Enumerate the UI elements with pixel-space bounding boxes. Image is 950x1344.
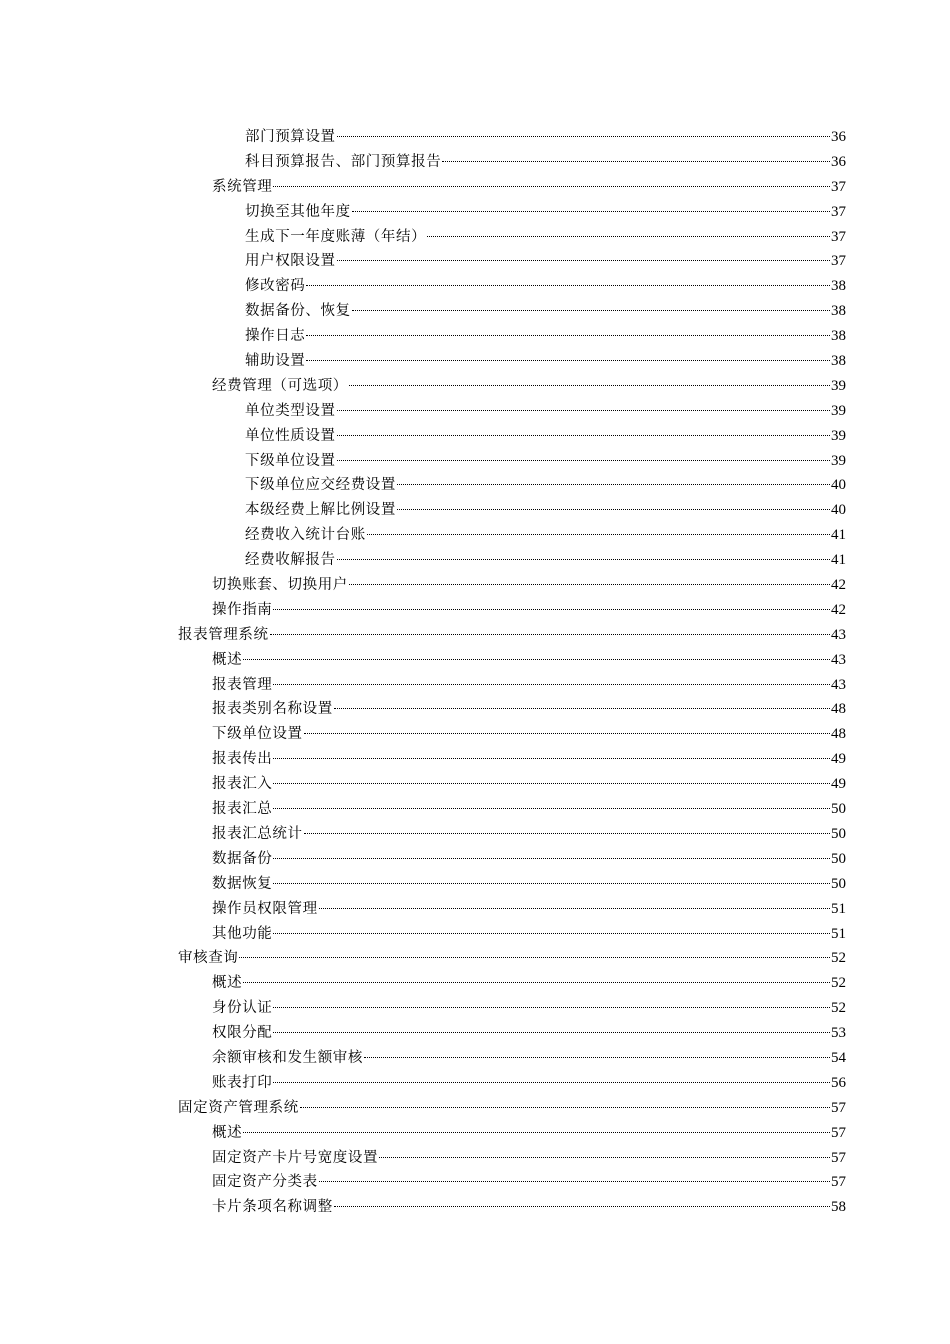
toc-entry-title: 数据恢复 <box>212 875 273 892</box>
toc-entry-page-number: 37 <box>831 203 846 220</box>
toc-entry[interactable] <box>0 747 950 772</box>
toc-entry-page-number: 40 <box>831 502 846 519</box>
toc-entry-page-number: 48 <box>831 726 846 743</box>
toc-entry-page-number: 53 <box>831 1025 846 1042</box>
toc-dot-leader <box>273 783 830 784</box>
toc-dot-leader <box>243 659 830 660</box>
toc-entry-title: 其他功能 <box>212 925 273 942</box>
toc-entry[interactable] <box>0 1170 950 1195</box>
toc-entry[interactable] <box>0 872 950 897</box>
toc-dot-leader <box>300 1107 830 1108</box>
toc-entry-title: 下级单位设置 <box>245 452 336 469</box>
toc-entry[interactable] <box>0 125 950 150</box>
toc-entry-title: 报表汇总统计 <box>212 825 303 842</box>
toc-entry[interactable] <box>0 299 950 324</box>
toc-entry[interactable] <box>0 200 950 225</box>
toc-entry[interactable] <box>0 697 950 722</box>
toc-entry-page-number: 39 <box>831 377 846 394</box>
toc-entry-page-number: 51 <box>831 900 846 917</box>
toc-entry[interactable] <box>0 772 950 797</box>
toc-dot-leader <box>306 335 830 336</box>
toc-entry-title: 余额审核和发生额审核 <box>212 1049 363 1066</box>
toc-entry-title: 概述 <box>212 975 243 992</box>
toc-entry[interactable] <box>0 175 950 200</box>
toc-entry[interactable] <box>0 648 950 673</box>
toc-entry-title: 经费管理（可选项） <box>212 377 348 394</box>
toc-entry-title: 固定资产卡片号宽度设置 <box>212 1149 379 1166</box>
toc-dot-leader <box>304 833 830 834</box>
toc-entry[interactable] <box>0 1096 950 1121</box>
toc-entry-page-number: 38 <box>831 353 846 370</box>
toc-dot-leader <box>379 1157 830 1158</box>
toc-entry-page-number: 49 <box>831 751 846 768</box>
toc-entry[interactable] <box>0 1071 950 1096</box>
toc-entry[interactable] <box>0 225 950 250</box>
toc-entry-title: 概述 <box>212 1124 243 1141</box>
toc-entry[interactable] <box>0 150 950 175</box>
toc-entry-page-number: 52 <box>831 950 846 967</box>
toc-entry-title: 经费收入统计台账 <box>245 527 366 544</box>
toc-entry-title: 报表传出 <box>212 751 273 768</box>
toc-entry-page-number: 36 <box>831 153 846 170</box>
toc-entry-title: 切换至其他年度 <box>245 203 351 220</box>
toc-entry-page-number: 43 <box>831 676 846 693</box>
toc-entry-page-number: 42 <box>831 601 846 618</box>
toc-entry-page-number: 50 <box>831 850 846 867</box>
toc-dot-leader <box>337 260 830 261</box>
toc-entry-page-number: 52 <box>831 1000 846 1017</box>
toc-entry-title: 报表汇入 <box>212 776 273 793</box>
toc-entry[interactable] <box>0 548 950 573</box>
toc-dot-leader <box>270 634 830 635</box>
toc-dot-leader <box>334 1206 830 1207</box>
toc-entry-page-number: 39 <box>831 427 846 444</box>
toc-entry-title: 下级单位应交经费设置 <box>245 477 396 494</box>
toc-entry[interactable] <box>0 399 950 424</box>
toc-entry[interactable] <box>0 971 950 996</box>
toc-entry[interactable] <box>0 498 950 523</box>
toc-dot-leader <box>273 858 830 859</box>
toc-entry[interactable] <box>0 324 950 349</box>
toc-entry-page-number: 38 <box>831 328 846 345</box>
toc-entry-page-number: 42 <box>831 577 846 594</box>
toc-entry-title: 数据备份 <box>212 850 273 867</box>
toc-dot-leader <box>397 509 830 510</box>
toc-entry-page-number: 48 <box>831 701 846 718</box>
toc-dot-leader <box>273 684 830 685</box>
toc-dot-leader <box>273 808 830 809</box>
toc-entry-page-number: 41 <box>831 552 846 569</box>
toc-dot-leader <box>306 360 830 361</box>
toc-entry-page-number: 51 <box>831 925 846 942</box>
toc-entry[interactable] <box>0 1195 950 1220</box>
toc-dot-leader <box>337 136 830 137</box>
toc-dot-leader <box>364 1057 830 1058</box>
toc-entry-page-number: 37 <box>831 228 846 245</box>
toc-entry-title: 审核查询 <box>178 950 239 967</box>
toc-entry[interactable] <box>0 623 950 648</box>
toc-entry-page-number: 37 <box>831 253 846 270</box>
toc-entry-title: 操作指南 <box>212 601 273 618</box>
toc-entry[interactable] <box>0 1021 950 1046</box>
toc-entry[interactable] <box>0 274 950 299</box>
toc-dot-leader <box>306 285 830 286</box>
toc-entry-page-number: 39 <box>831 452 846 469</box>
toc-entry-title: 报表汇总 <box>212 801 273 818</box>
toc-entry[interactable] <box>0 1121 950 1146</box>
toc-dot-leader <box>273 758 830 759</box>
table-of-contents <box>0 125 950 1220</box>
toc-entry[interactable] <box>0 374 950 399</box>
toc-entry-page-number: 57 <box>831 1174 846 1191</box>
toc-entry-title: 概述 <box>212 651 243 668</box>
toc-dot-leader <box>304 733 830 734</box>
toc-dot-leader <box>349 584 830 585</box>
toc-entry-page-number: 50 <box>831 825 846 842</box>
toc-entry-page-number: 37 <box>831 178 846 195</box>
toc-entry[interactable] <box>0 996 950 1021</box>
toc-entry-title: 本级经费上解比例设置 <box>245 502 396 519</box>
toc-dot-leader <box>442 161 830 162</box>
toc-entry-page-number: 39 <box>831 402 846 419</box>
toc-dot-leader <box>319 908 830 909</box>
toc-entry-title: 生成下一年度账薄（年结） <box>245 228 427 245</box>
toc-dot-leader <box>427 236 830 237</box>
toc-entry-title: 下级单位设置 <box>212 726 303 743</box>
toc-entry-page-number: 38 <box>831 303 846 320</box>
toc-entry-page-number: 41 <box>831 527 846 544</box>
toc-dot-leader <box>273 883 830 884</box>
toc-entry[interactable] <box>0 449 950 474</box>
toc-entry-title: 报表类别名称设置 <box>212 701 333 718</box>
toc-entry-title: 账表打印 <box>212 1074 273 1091</box>
toc-entry[interactable] <box>0 797 950 822</box>
toc-entry-title: 用户权限设置 <box>245 253 336 270</box>
toc-dot-leader <box>273 933 830 934</box>
toc-entry-page-number: 49 <box>831 776 846 793</box>
toc-entry[interactable] <box>0 424 950 449</box>
toc-entry[interactable] <box>0 249 950 274</box>
toc-dot-leader <box>273 186 830 187</box>
toc-entry[interactable] <box>0 922 950 947</box>
toc-dot-leader <box>273 1082 830 1083</box>
toc-entry-page-number: 58 <box>831 1199 846 1216</box>
toc-entry-page-number: 36 <box>831 129 846 145</box>
toc-entry[interactable] <box>0 722 950 747</box>
toc-entry-title: 操作日志 <box>245 328 306 345</box>
toc-entry[interactable] <box>0 897 950 922</box>
toc-entry-page-number: 52 <box>831 975 846 992</box>
toc-entry-title: 系统管理 <box>212 178 273 195</box>
toc-entry[interactable] <box>0 946 950 971</box>
toc-dot-leader <box>367 534 830 535</box>
toc-entry-title: 数据备份、恢复 <box>245 303 351 320</box>
toc-dot-leader <box>337 559 830 560</box>
toc-entry[interactable] <box>0 847 950 872</box>
toc-dot-leader <box>337 460 830 461</box>
toc-dot-leader <box>397 484 830 485</box>
toc-entry-page-number: 54 <box>831 1049 846 1066</box>
toc-entry[interactable] <box>0 523 950 548</box>
toc-dot-leader <box>243 1132 830 1133</box>
toc-entry-page-number: 57 <box>831 1124 846 1141</box>
toc-dot-leader <box>273 609 830 610</box>
toc-entry-page-number: 43 <box>831 651 846 668</box>
toc-entry-page-number: 56 <box>831 1074 846 1091</box>
toc-dot-leader <box>319 1181 830 1182</box>
toc-entry-title: 报表管理系统 <box>178 626 269 643</box>
toc-entry-page-number: 38 <box>831 278 846 295</box>
toc-entry[interactable] <box>0 1046 950 1071</box>
toc-dot-leader <box>349 385 830 386</box>
toc-dot-leader <box>239 957 830 958</box>
toc-entry[interactable] <box>0 598 950 623</box>
toc-dot-leader <box>352 211 830 212</box>
toc-entry-page-number: 50 <box>831 801 846 818</box>
toc-entry[interactable] <box>0 673 950 698</box>
toc-entry-title: 固定资产管理系统 <box>178 1099 299 1116</box>
toc-entry-title: 辅助设置 <box>245 353 306 370</box>
toc-entry-title: 固定资产分类表 <box>212 1174 318 1191</box>
toc-entry-title: 卡片条项名称调整 <box>212 1199 333 1216</box>
toc-entry-page-number: 40 <box>831 477 846 494</box>
toc-entry-title: 操作员权限管理 <box>212 900 318 917</box>
toc-dot-leader <box>273 1032 830 1033</box>
toc-entry-title: 单位性质设置 <box>245 427 336 444</box>
toc-dot-leader <box>273 1007 830 1008</box>
toc-entry[interactable] <box>0 1146 950 1171</box>
toc-entry-page-number: 43 <box>831 626 846 643</box>
toc-entry-title: 身份认证 <box>212 1000 273 1017</box>
toc-entry-page-number: 57 <box>831 1149 846 1166</box>
toc-entry[interactable] <box>0 473 950 498</box>
toc-entry-title: 权限分配 <box>212 1025 273 1042</box>
toc-entry-title: 报表管理 <box>212 676 273 693</box>
toc-entry[interactable] <box>0 349 950 374</box>
toc-entry-title: 修改密码 <box>245 278 306 295</box>
toc-entry-title: 部门预算设置 <box>245 129 336 145</box>
toc-entry[interactable] <box>0 822 950 847</box>
toc-dot-leader <box>243 982 830 983</box>
toc-entry-page-number: 57 <box>831 1099 846 1116</box>
toc-dot-leader <box>337 410 830 411</box>
toc-entry-title: 经费收解报告 <box>245 552 336 569</box>
toc-dot-leader <box>334 708 830 709</box>
toc-entry[interactable] <box>0 573 950 598</box>
toc-dot-leader <box>352 310 830 311</box>
toc-entry-title: 切换账套、切换用户 <box>212 577 348 594</box>
toc-dot-leader <box>337 435 830 436</box>
toc-entry-page-number: 50 <box>831 875 846 892</box>
toc-entry-title: 科目预算报告、部门预算报告 <box>245 153 442 170</box>
toc-entry-title: 单位类型设置 <box>245 402 336 419</box>
